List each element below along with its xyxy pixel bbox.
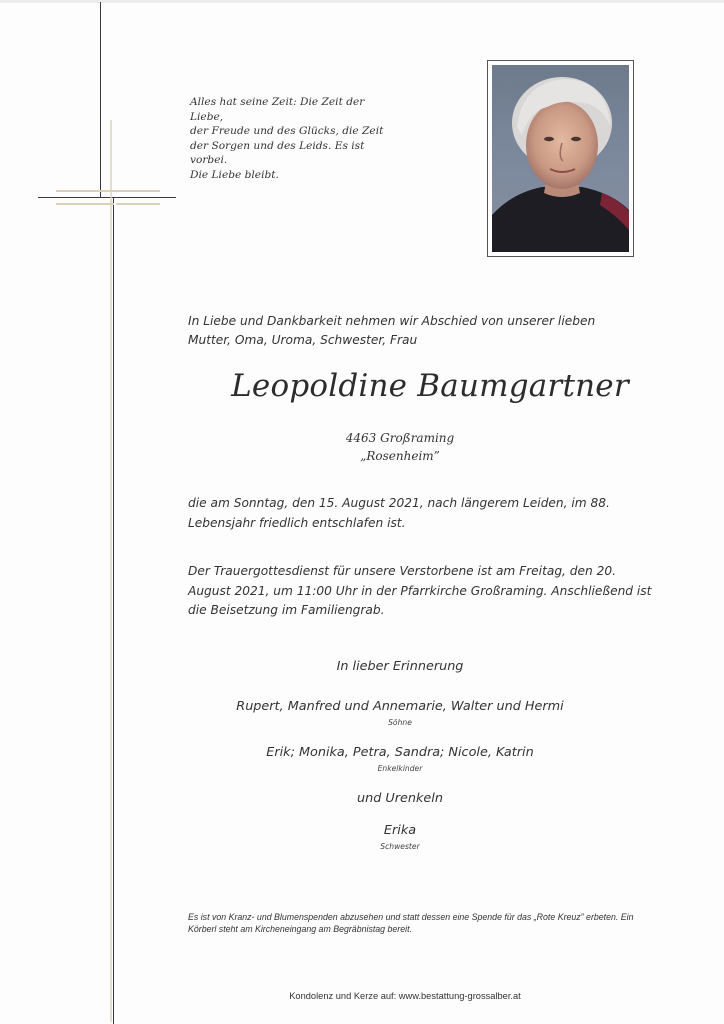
page-top-edge [0, 0, 724, 3]
deceased-name: Leopoldine Baumgartner [231, 368, 629, 404]
mourner-names: und Urenkeln [357, 791, 443, 806]
mourner-relation: Schwester [380, 842, 420, 851]
portrait-photo [492, 65, 629, 252]
cross-gold-horizontal-lower [56, 203, 114, 205]
donation-note: Es ist von Kranz- und Blumenspenden abzusehen und statt dessen eine Spende für das „Rote Kreuz” erbeten. Ein Körberl steht am Kircheneingang am Begräbnistag bereit. [188, 912, 634, 934]
residence-house-name: „Rosenheim” [360, 449, 440, 463]
poem-verse: Alles hat seine Zeit: Die Zeit der Liebe, der Freude und des Glücks, die Zeit der Sorgen und des Leids. Es ist vorbei. Die Liebe bleibt. [190, 96, 384, 181]
memory-heading: In lieber Erinnerung [336, 659, 464, 674]
mourner-names: Rupert, Manfred und Annemarie, Walter und Hermi [236, 699, 564, 714]
mourner-relation: Söhne [388, 718, 412, 727]
mourner-names: Erika [383, 823, 417, 838]
service-notice: Der Trauergottesdienst für unsere Verstorbene ist am Freitag, den 20. August 2021, um 11:00 Uhr in der Pfarrkirche Großraming. Anschließend ist die Beisetzung im Familiengrab. [188, 564, 652, 617]
mourner-names: Erik; Monika, Petra, Sandra; Nicole, Katrin [266, 745, 534, 760]
residence [100, 429, 700, 465]
condolence-footer: Kondolenz und Kerze auf: www.bestattung-grossalber.at [289, 991, 521, 1001]
mourner-relation: Enkelkinder [377, 764, 423, 773]
frame-vertical-line-lower [113, 197, 114, 1024]
frame-vertical-line [100, 2, 101, 198]
death-notice: die am Sonntag, den 15. August 2021, nach längerem Leiden, im 88. Lebensjahr friedlich entschlafen ist. [188, 496, 610, 530]
cross-horizontal-line [38, 197, 176, 198]
cross-gold-horizontal-right [116, 203, 160, 205]
residence-town: 4463 Großraming [345, 431, 455, 445]
cross-gold-horizontal [56, 190, 160, 192]
intro-text: In Liebe und Dankbarkeit nehmen wir Abschied von unserer lieben Mutter, Oma, Uroma, Schwester, Frau [188, 314, 596, 347]
cross-gold-vertical [110, 120, 112, 1022]
portrait-photo-frame [487, 60, 634, 257]
